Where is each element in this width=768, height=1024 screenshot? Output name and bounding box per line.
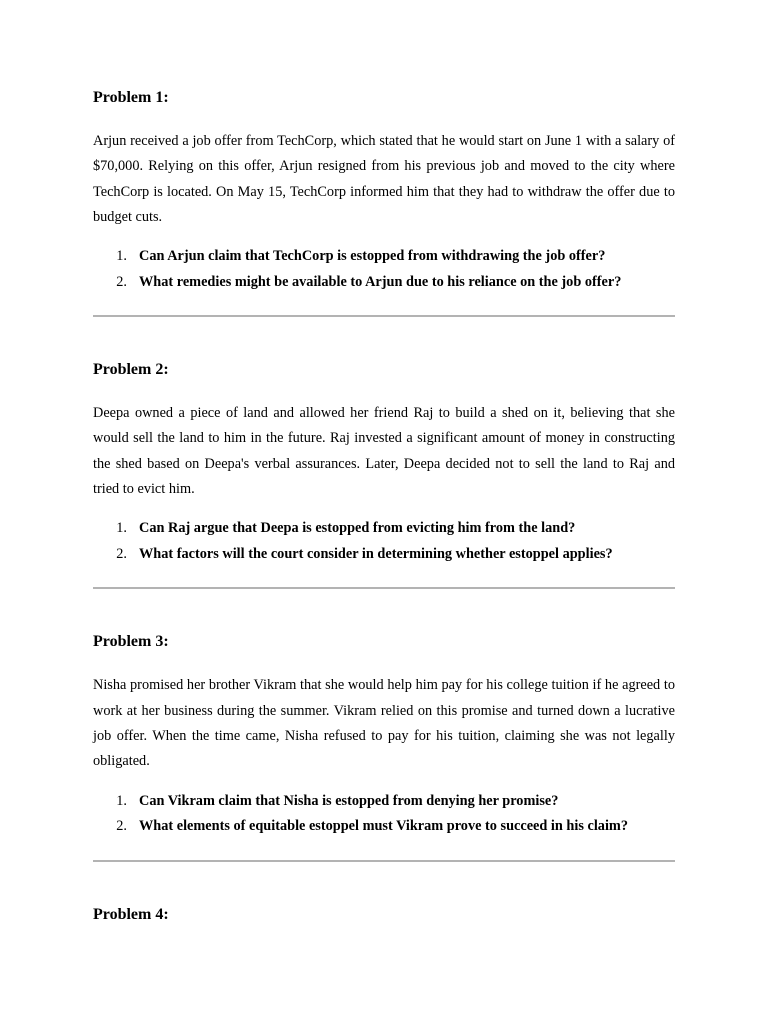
- question-list: [93, 244, 675, 295]
- question-item: [93, 270, 675, 296]
- question-item: [93, 542, 675, 568]
- section-divider: [93, 315, 675, 317]
- question-number: 1.: [116, 792, 127, 809]
- question-text: Can Arjun claim that TechCorp is estopped from withdrawing the job offer?: [139, 248, 606, 265]
- question-number: 1.: [116, 520, 127, 537]
- question-item: [93, 789, 675, 815]
- document-content: [93, 80, 675, 925]
- question-item: [93, 516, 675, 542]
- section-divider: [93, 587, 675, 589]
- problem-4: [93, 897, 675, 925]
- problem-text: Nisha promised her brother Vikram that she would help him pay for his college tuition if he agreed to work at her business during the summer. Vikram relied on this promise and turned down a lucrative job offer. When the time came, Nisha refused to pay for his tuition, claiming she was not legally obligated.: [93, 677, 675, 770]
- problem-3: [93, 624, 675, 861]
- question-list: [93, 789, 675, 840]
- question-text: What elements of equitable estoppel must Vikram prove to succeed in his claim?: [139, 818, 628, 835]
- question-item: [93, 814, 675, 840]
- question-item: [93, 244, 675, 270]
- question-number: 1.: [116, 248, 127, 265]
- problem-title: Problem 2:: [93, 361, 169, 379]
- question-text: What factors will the court consider in determining whether estoppel applies?: [139, 545, 613, 562]
- question-list: [93, 516, 675, 567]
- problem-title: Problem 3:: [93, 633, 169, 651]
- question-number: 2.: [116, 818, 127, 835]
- section-divider: [93, 860, 675, 862]
- question-text: Can Vikram claim that Nisha is estopped from denying her promise?: [139, 792, 559, 809]
- question-number: 2.: [116, 273, 127, 290]
- problem-title: Problem 1:: [93, 89, 169, 106]
- problem-1: [93, 80, 675, 317]
- problem-title: Problem 4:: [93, 905, 169, 923]
- question-text: What remedies might be available to Arjun due to his reliance on the job offer?: [139, 273, 622, 290]
- problem-text: Arjun received a job offer from TechCorp, which stated that he would start on June 1 with a salary of $70,000. Relying on this offer, Arjun resigned from his previous job and moved to the city where TechCorp is located. On May 15, TechCorp informed him that they had to withdraw the offer due to budget cuts.: [93, 133, 675, 225]
- question-number: 2.: [116, 545, 127, 562]
- problem-text: Deepa owned a piece of land and allowed her friend Raj to build a shed on it, believing that she would sell the land to him in the future. Raj invested a significant amount of money in constructing the shed based on Deepa's verbal assurances. Later, Deepa decided not to sell the land to Raj and tried to evict him.: [93, 405, 675, 498]
- problem-2: [93, 352, 675, 589]
- question-text: Can Raj argue that Deepa is estopped from evicting him from the land?: [139, 520, 576, 537]
